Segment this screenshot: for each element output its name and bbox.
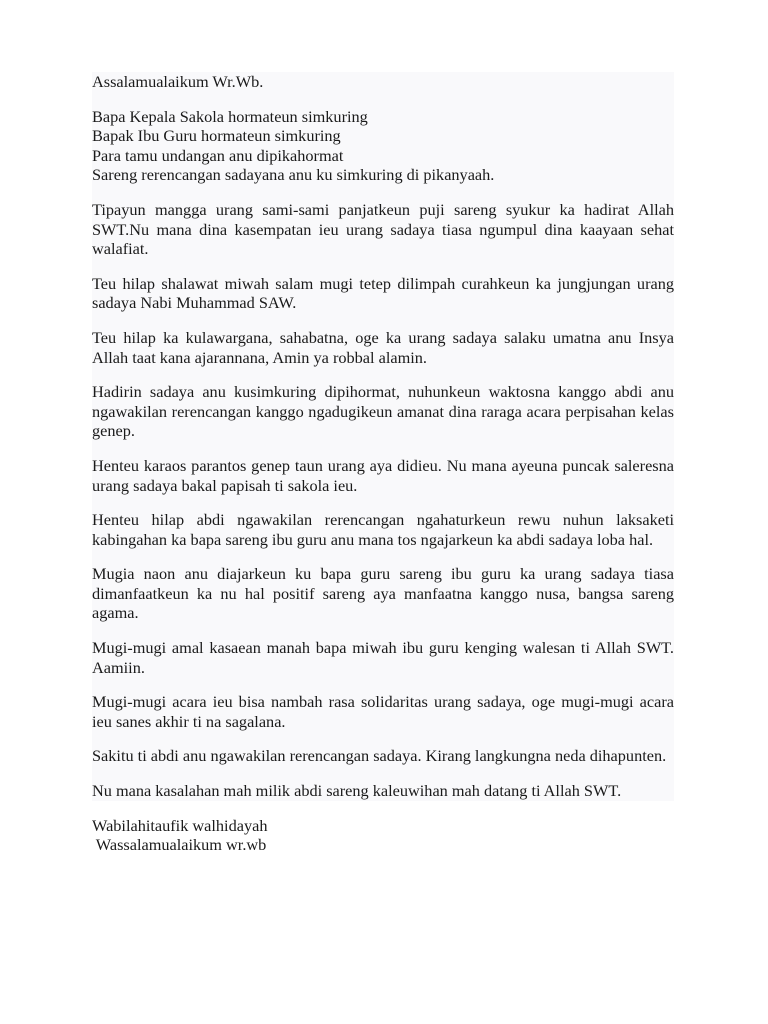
- paragraph: Mugi-mugi amal kasaean manah bapa miwah ibu guru kenging walesan ti Allah SWT. Aamiin.: [92, 638, 674, 677]
- closing-block: [92, 816, 674, 855]
- paragraph: Mugia naon anu diajarkeun ku bapa guru sareng ibu guru ka urang sadaya tiasa dimanfaatkeun ka nu hal positif sareng aya manfaatna kanggo nusa, bangsa sareng agama.: [92, 564, 674, 623]
- salutation-line: Sareng rerencangan sadayana anu ku simkuring di pikanyaah.: [92, 165, 495, 185]
- paragraph: Nu mana kasalahan mah milik abdi sareng kaleuwihan mah datang ti Allah SWT.: [92, 781, 622, 801]
- paragraph: Tipayun mangga urang sami-sami panjatkeun puji sareng syukur ka hadirat Allah SWT.Nu mana dina kasempatan ieu urang sadaya tiasa ngumpul dina kaayaan sehat walafiat.: [92, 199, 674, 259]
- document-body: [92, 72, 674, 855]
- paragraph: Teu hilap ka kulawargana, sahabatna, oge ka urang sadaya salaku umatna anu Insya Allah taat kana ajarannana, Amin ya robbal alamin.: [92, 327, 674, 367]
- salutation-line: Para tamu undangan anu dipikahormat: [92, 145, 344, 165]
- closing-line: Wassalamualaikum wr.wb: [92, 835, 267, 855]
- paragraph: Henteu hilap abdi ngawakilan rerencangan ngahaturkeun rewu nuhun laksaketi kabingahan ka bapa sareng ibu guru anu mana tos ngajarkeun ka abdi sadaya loba hal.: [92, 510, 674, 549]
- paragraph: Hadirin sadaya anu kusimkuring dipihormat, nuhunkeun waktosna kanggo abdi anu ngawakilan rerencangan kanggo ngadugikeun amanat dina raraga acara perpisahan kelas genep.: [92, 382, 674, 441]
- paragraph: Teu hilap shalawat miwah salam mugi tetep dilimpah curahkeun ka jungjungan urang sadaya Nabi Muhammad SAW.: [92, 273, 674, 313]
- paragraph: Sakitu ti abdi anu ngawakilan rerencangan sadaya. Kirang langkungna neda dihapunten.: [92, 746, 667, 766]
- salutation-line: Bapak Ibu Guru hormateun simkuring: [92, 126, 341, 146]
- greeting: Assalamualaikum Wr.Wb.: [92, 72, 264, 91]
- salutation-block: [92, 107, 674, 185]
- closing-line: Wabilahitaufik walhidayah: [92, 815, 268, 835]
- paragraph: Mugi-mugi acara ieu bisa nambah rasa solidaritas urang sadaya, oge mugi-mugi acara ieu sanes akhir ti na sagalana.: [92, 692, 674, 731]
- paragraph: Henteu karaos parantos genep taun urang aya didieu. Nu mana ayeuna puncak saleresna urang sadaya bakal papisah ti sakola ieu.: [92, 455, 674, 495]
- salutation-line: Bapa Kepala Sakola hormateun simkuring: [92, 106, 368, 126]
- text-band: [92, 72, 674, 801]
